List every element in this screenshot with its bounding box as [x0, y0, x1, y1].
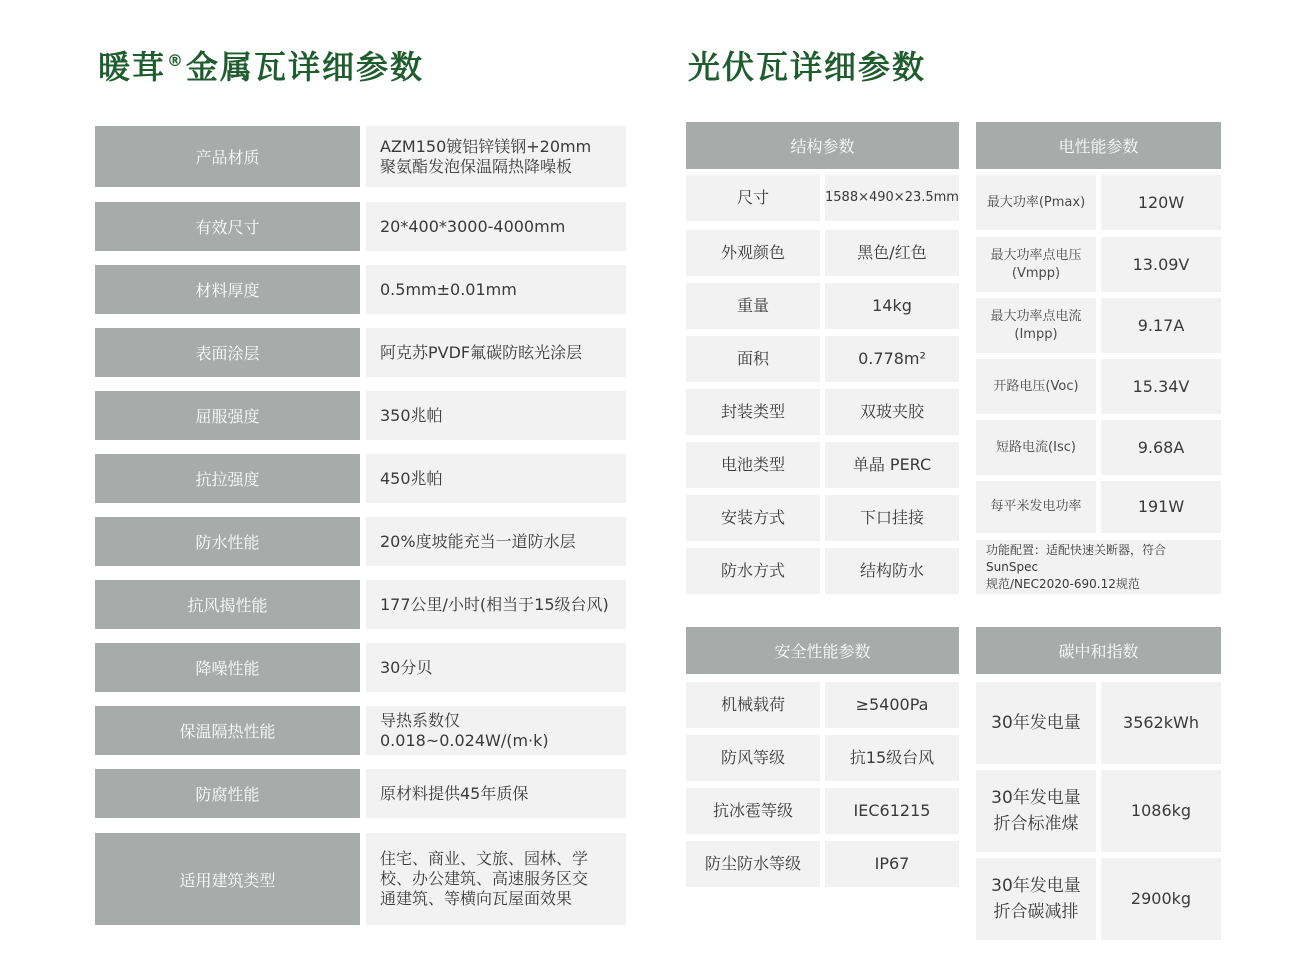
spec-label: 防水性能	[95, 517, 360, 566]
electrical-value: 15.34V	[1101, 359, 1221, 414]
structure-value: 下口挂接	[825, 495, 959, 541]
carbon-key: 30年发电量 折合碳减排	[976, 858, 1096, 940]
electrical-value: 9.17A	[1101, 298, 1221, 353]
safety-value: IEC61215	[825, 788, 959, 834]
spec-label: 材料厚度	[95, 265, 360, 314]
safety-key: 防风等级	[686, 735, 820, 781]
structure-key: 面积	[686, 336, 820, 382]
structure-key: 安装方式	[686, 495, 820, 541]
electrical-value: 9.68A	[1101, 420, 1221, 475]
spec-value: 原材料提供45年质保	[366, 769, 626, 818]
spec-label: 有效尺寸	[95, 202, 360, 251]
carbon-value: 3562kWh	[1101, 682, 1221, 764]
pv-tile-title: 光伏瓦详细参数	[688, 48, 927, 86]
safety-value: ≥5400Pa	[825, 682, 959, 728]
metal-tile-title	[98, 42, 424, 88]
spec-value: 350兆帕	[366, 391, 626, 440]
spec-value: 导热系数仅0.018~0.024W/(m·k)	[366, 706, 626, 755]
structure-value: 0.778m²	[825, 336, 959, 382]
carbon-key: 30年发电量 折合标准煤	[976, 770, 1096, 852]
safety-key: 抗冰雹等级	[686, 788, 820, 834]
spec-value: 20%度坡能充当一道防水层	[366, 517, 626, 566]
spec-label: 适用建筑类型	[95, 833, 360, 925]
electrical-key: 最大功率点电流 (Impp)	[976, 298, 1096, 353]
spec-label: 降噪性能	[95, 643, 360, 692]
spec-label: 表面涂层	[95, 328, 360, 377]
spec-label: 产品材质	[95, 126, 360, 187]
structure-value: 黑色/红色	[825, 230, 959, 276]
safety-header: 安全性能参数	[686, 627, 959, 674]
structure-value: 1588×490×23.5mm	[825, 175, 959, 221]
structure-value: 双玻夹胶	[825, 389, 959, 435]
spec-value: 177公里/小时(相当于15级台风)	[366, 580, 626, 629]
spec-label: 防腐性能	[95, 769, 360, 818]
spec-label: 屈服强度	[95, 391, 360, 440]
brand-name: 暖茸	[98, 48, 167, 86]
structure-value: 14kg	[825, 283, 959, 329]
electrical-value: 13.09V	[1101, 237, 1221, 292]
spec-value: AZM150镀铝锌镁钢+20mm 聚氨酯发泡保温隔热降噪板	[366, 126, 626, 187]
electrical-value: 191W	[1101, 481, 1221, 533]
structure-key: 封装类型	[686, 389, 820, 435]
structure-key: 外观颜色	[686, 230, 820, 276]
registered-mark: ®	[167, 51, 186, 71]
safety-key: 防尘防水等级	[686, 841, 820, 887]
structure-value: 单晶 PERC	[825, 442, 959, 488]
electrical-key: 最大功率(Pmax)	[976, 175, 1096, 230]
electrical-key: 短路电流(Isc)	[976, 420, 1096, 475]
structure-key: 电池类型	[686, 442, 820, 488]
spec-label: 抗拉强度	[95, 454, 360, 503]
electrical-key: 每平米发电功率	[976, 481, 1096, 533]
spec-label: 保温隔热性能	[95, 706, 360, 755]
spec-value: 30分贝	[366, 643, 626, 692]
spec-value: 20*400*3000-4000mm	[366, 202, 626, 251]
spec-value: 0.5mm±0.01mm	[366, 265, 626, 314]
electrical-header: 电性能参数	[976, 122, 1221, 169]
structure-value: 结构防水	[825, 548, 959, 594]
electrical-note: 功能配置：适配快速关断器，符合SunSpec 规范/NEC2020-690.12规范	[976, 540, 1221, 594]
carbon-key: 30年发电量	[976, 682, 1096, 764]
carbon-value: 1086kg	[1101, 770, 1221, 852]
structure-key: 尺寸	[686, 175, 820, 221]
structure-key: 防水方式	[686, 548, 820, 594]
spec-label: 抗风揭性能	[95, 580, 360, 629]
spec-value: 阿克苏PVDF氟碳防眩光涂层	[366, 328, 626, 377]
spec-value: 450兆帕	[366, 454, 626, 503]
safety-key: 机械载荷	[686, 682, 820, 728]
carbon-value: 2900kg	[1101, 858, 1221, 940]
carbon-header: 碳中和指数	[976, 627, 1221, 674]
safety-value: IP67	[825, 841, 959, 887]
structure-key: 重量	[686, 283, 820, 329]
spec-value: 住宅、商业、文旅、园林、学 校、办公建筑、高速服务区交 通建筑、等横向瓦屋面效果	[366, 833, 626, 925]
title-text: 金属瓦详细参数	[186, 48, 425, 86]
electrical-key: 最大功率点电压 (Vmpp)	[976, 237, 1096, 292]
electrical-value: 120W	[1101, 175, 1221, 230]
structure-header: 结构参数	[686, 122, 959, 169]
safety-value: 抗15级台风	[825, 735, 959, 781]
electrical-key: 开路电压(Voc)	[976, 359, 1096, 414]
